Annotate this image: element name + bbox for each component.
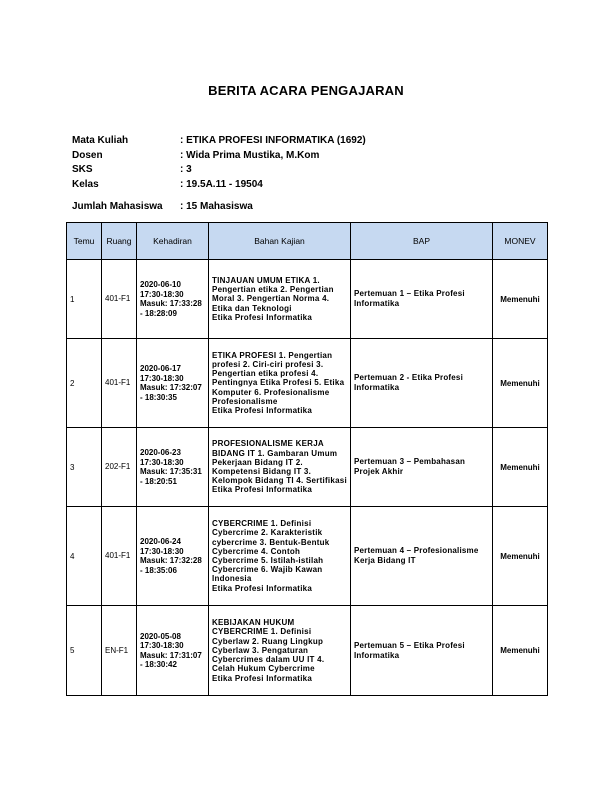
attendance-date: 2020-06-23	[140, 448, 181, 457]
info-label: Jumlah Mahasiswa	[72, 201, 163, 212]
cell-bahan-kajian	[209, 339, 351, 428]
cell-ruang: 401-F1	[102, 339, 137, 428]
cell-bahan-kajian	[209, 428, 351, 507]
table-row	[67, 428, 548, 507]
cell-bap: Pertemuan 3 – Pembahasan Projek Akhir	[351, 428, 493, 507]
cell-monev: Memenuhi	[493, 606, 548, 696]
info-label: Kelas	[72, 179, 99, 190]
header-ruang: Ruang	[102, 223, 137, 260]
cell-kehadiran	[137, 507, 209, 606]
material-text: TINJAUAN UMUM ETIKA 1. Pengertian etika 2. Pengertian Moral 3. Pengertian Norma 4. Etika dan Teknologi	[212, 275, 334, 313]
table-row	[67, 606, 548, 696]
info-label: Dosen	[72, 150, 103, 161]
attendance-time: 17:30-18:30	[140, 641, 184, 650]
info-value: : 19.5A.11 - 19504	[180, 179, 263, 190]
header-bap: BAP	[351, 223, 493, 260]
cell-temu: 4	[67, 507, 102, 606]
attendance-time: 17:30-18:30	[140, 457, 184, 467]
cell-ruang: 401-F1	[102, 260, 137, 339]
attendance-in: Masuk: 17:33:28	[140, 299, 202, 308]
info-value: : 3	[180, 164, 192, 175]
header-monev: MONEV	[493, 223, 548, 260]
material-course: Etika Profesi Informatika	[212, 583, 313, 593]
attendance-in: Masuk: 17:31:07	[140, 650, 202, 660]
attendance-time: 17:30-18:30	[140, 373, 184, 383]
attendance-in: Masuk: 17:32:07	[140, 383, 202, 392]
material-course: Etika Profesi Informatika	[212, 312, 313, 322]
document-title: BERITA ACARA PENGAJARAN	[208, 83, 404, 98]
attendance-out: - 18:30:35	[140, 392, 177, 402]
attendance-time: 17:30-18:30	[140, 289, 184, 299]
cell-bap: Pertemuan 1 – Etika Profesi Informatika	[351, 260, 493, 339]
cell-bap: Pertemuan 2 - Etika Profesi Informatika	[351, 339, 493, 428]
info-value: : ETIKA PROFESI INFORMATIKA (1692)	[180, 135, 366, 146]
info-value: : Wida Prima Mustika, M.Kom	[180, 150, 320, 161]
header-kehadiran: Kehadiran	[137, 223, 209, 260]
material-text: KEBIJAKAN HUKUM CYBERCRIME 1. Definisi Cyberlaw 2. Ruang Lingkup Cyberlaw 3. Pengaturan Cybercrimes dalam UU IT 4. Celah Hukum Cybercrime	[212, 618, 325, 674]
attendance-table	[66, 222, 548, 696]
attendance-time: 17:30-18:30	[140, 546, 184, 556]
cell-temu: 5	[67, 606, 102, 696]
cell-bahan-kajian	[209, 507, 351, 606]
table-header-row	[67, 223, 548, 260]
header-temu: Temu	[67, 223, 102, 260]
cell-bahan-kajian	[209, 606, 351, 696]
info-label: SKS	[72, 164, 93, 175]
cell-bahan-kajian	[209, 260, 351, 339]
material-text: ETIKA PROFESI 1. Pengertian profesi 2. Ciri-ciri profesi 3. Pengertian etika profesi 4. Pentingnya Etika Profesi 5. Etika Komputer 6. Profesionalisme Profesionalisme	[212, 350, 345, 406]
cell-ruang: EN-F1	[102, 606, 137, 696]
cell-bap: Pertemuan 4 – Profesionalisme Kerja Bidang IT	[351, 507, 493, 606]
attendance-out: - 18:28:09	[140, 308, 177, 318]
cell-kehadiran	[137, 606, 209, 696]
material-course: Etika Profesi Informatika	[212, 673, 313, 683]
table-row	[67, 339, 548, 428]
attendance-out: - 18:20:51	[140, 476, 177, 486]
material-course: Etika Profesi Informatika	[212, 485, 313, 495]
table-row	[67, 260, 548, 339]
attendance-in: Masuk: 17:35:31	[140, 467, 202, 476]
material-course: Etika Profesi Informatika	[212, 406, 313, 415]
cell-temu: 3	[67, 428, 102, 507]
cell-monev: Memenuhi	[493, 339, 548, 428]
cell-temu: 1	[67, 260, 102, 339]
header-bahan-kajian: Bahan Kajian	[209, 223, 351, 260]
cell-kehadiran	[137, 428, 209, 507]
cell-kehadiran	[137, 260, 209, 339]
attendance-date: 2020-06-17	[140, 364, 181, 373]
cell-temu: 2	[67, 339, 102, 428]
attendance-date: 2020-06-10	[140, 280, 181, 289]
cell-kehadiran	[137, 339, 209, 428]
cell-ruang: 202-F1	[102, 428, 137, 507]
cell-monev: Memenuhi	[493, 428, 548, 507]
attendance-date: 2020-05-08	[140, 631, 181, 641]
info-value: : 15 Mahasiswa	[180, 201, 253, 212]
info-label: Mata Kuliah	[72, 135, 129, 146]
cell-ruang: 401-F1	[102, 507, 137, 606]
attendance-out: - 18:30:42	[140, 660, 177, 669]
cell-monev: Memenuhi	[493, 507, 548, 606]
table-row	[67, 507, 548, 606]
attendance-in: Masuk: 17:32:28	[140, 556, 202, 565]
material-text: PROFESIONALISME KERJA BIDANG IT 1. Gambaran Umum Pekerjaan Bidang IT 2. Kompetensi Bidang IT 3. Kelompok Bidang TI 4. Sertifikasi	[212, 439, 347, 486]
cell-bap: Pertemuan 5 – Etika Profesi Informatika	[351, 606, 493, 696]
attendance-date: 2020-06-24	[140, 537, 181, 546]
cell-monev: Memenuhi	[493, 260, 548, 339]
attendance-out: - 18:35:06	[140, 565, 177, 575]
material-text: CYBERCRIME 1. Definisi Cybercrime 2. Karakteristik cybercrime 3. Bentuk-Bentuk Cybercrime 4. Contoh Cybercrime 5. Istilah-istilah Cybercrime 6. Wajib Kawan Indonesia	[212, 519, 330, 584]
